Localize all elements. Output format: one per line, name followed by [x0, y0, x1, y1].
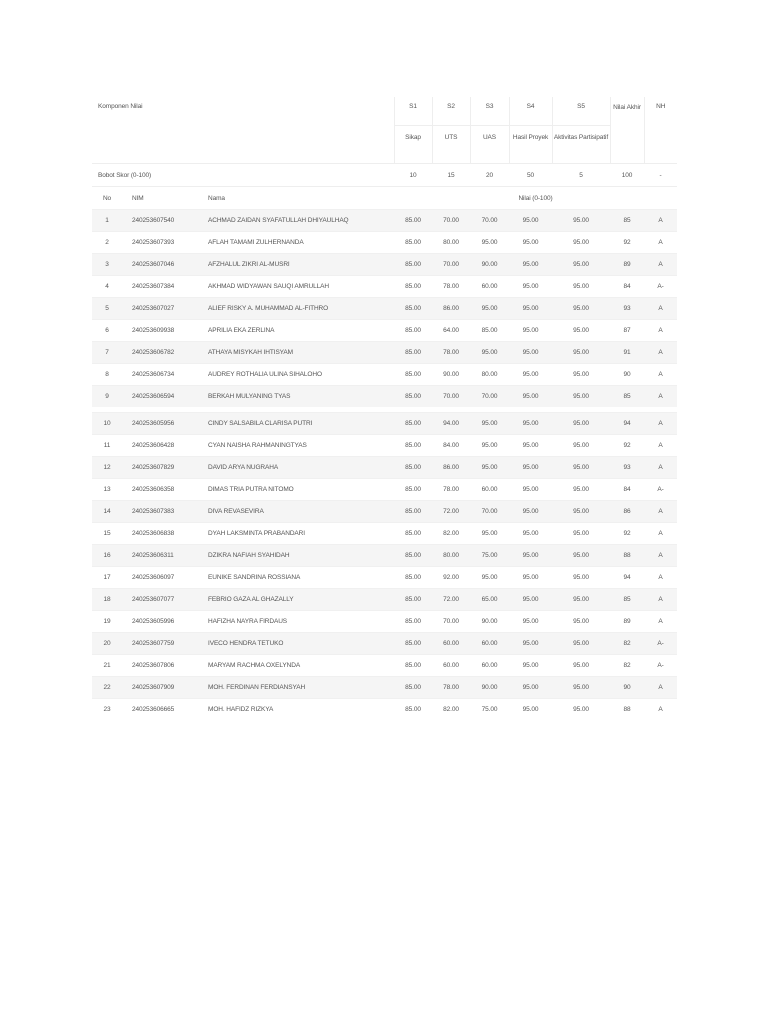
row-number: 5: [92, 298, 122, 320]
nama-cell: AFZHALUL ZIKRI AL-MUSRI: [198, 254, 394, 276]
s5-score: 95.00: [552, 320, 610, 342]
table-row: [92, 232, 677, 254]
nim-cell: 240253606594: [122, 386, 198, 408]
row-number: 18: [92, 589, 122, 611]
s2-score: 80.00: [432, 232, 470, 254]
nh-cell: A: [644, 435, 677, 457]
nh-cell: A: [644, 386, 677, 408]
column-header-row: [92, 187, 677, 210]
s2-score: 72.00: [432, 501, 470, 523]
nilai-akhir-cell: 93: [610, 298, 644, 320]
nim-cell: 240253609938: [122, 320, 198, 342]
s5-score: 95.00: [552, 386, 610, 408]
s2-score: 92.00: [432, 567, 470, 589]
row-number: 17: [92, 567, 122, 589]
nilai-akhir-cell: 82: [610, 655, 644, 677]
row-number: 14: [92, 501, 122, 523]
nilai-akhir-cell: 94: [610, 567, 644, 589]
nim-cell: 240253607759: [122, 633, 198, 655]
s2-score: 90.00: [432, 364, 470, 386]
row-number: 6: [92, 320, 122, 342]
nim-cell: 240253605956: [122, 413, 198, 435]
row-number: 15: [92, 523, 122, 545]
s5-score: 95.00: [552, 611, 610, 633]
row-number: 4: [92, 276, 122, 298]
table-row: [92, 479, 677, 501]
nama-cell: DZIKRA NAFIAH SYAHIDAH: [198, 545, 394, 567]
s5-score: 95.00: [552, 342, 610, 364]
table-row: [92, 567, 677, 589]
s2-score: 78.00: [432, 276, 470, 298]
nama-cell: FEBRIO GAZA AL GHAZALLY: [198, 589, 394, 611]
bobot-nh: -: [644, 164, 677, 187]
nim-cell: 240253607829: [122, 457, 198, 479]
bobot-row: [92, 164, 677, 187]
nilai-akhir-cell: 87: [610, 320, 644, 342]
table-row: [92, 655, 677, 677]
bobot-total: 100: [610, 164, 644, 187]
nama-header: Nama: [198, 187, 394, 210]
table-row: [92, 545, 677, 567]
s3-score: 75.00: [470, 545, 509, 567]
s5-score: 95.00: [552, 567, 610, 589]
s1-score: 85.00: [394, 320, 432, 342]
s1-score: 85.00: [394, 633, 432, 655]
s3-score: 95.00: [470, 342, 509, 364]
s2-name: UTS: [432, 126, 470, 164]
s3-score: 90.00: [470, 677, 509, 699]
s3-score: 95.00: [470, 457, 509, 479]
nh-cell: A: [644, 232, 677, 254]
s5-name: Aktivitas Partisipatif: [552, 126, 610, 164]
s4-score: 95.00: [509, 232, 552, 254]
s2-score: 78.00: [432, 479, 470, 501]
nim-cell: 240253607383: [122, 501, 198, 523]
s3-score: 70.00: [470, 501, 509, 523]
s2-score: 70.00: [432, 611, 470, 633]
table-row: [92, 210, 677, 232]
bobot-s4: 50: [509, 164, 552, 187]
s2-score: 64.00: [432, 320, 470, 342]
nh-cell: A: [644, 254, 677, 276]
table-row: [92, 699, 677, 721]
nh-cell: A: [644, 320, 677, 342]
row-number: 11: [92, 435, 122, 457]
s2-score: 78.00: [432, 677, 470, 699]
nh-cell: A: [644, 677, 677, 699]
nh-cell: A: [644, 457, 677, 479]
s2-score: 60.00: [432, 633, 470, 655]
table-row: [92, 501, 677, 523]
nim-cell: 240253607027: [122, 298, 198, 320]
s5-score: 95.00: [552, 210, 610, 232]
s5-score: 95.00: [552, 254, 610, 276]
nim-cell: 240253607806: [122, 655, 198, 677]
s5-score: 95.00: [552, 523, 610, 545]
s1-code: S1: [394, 97, 432, 126]
grade-table-continued: [92, 412, 677, 720]
nilai-akhir-cell: 84: [610, 479, 644, 501]
table-row: [92, 677, 677, 699]
nama-cell: DIVA REVASEVIRA: [198, 501, 394, 523]
table-row: [92, 254, 677, 276]
s2-code: S2: [432, 97, 470, 126]
row-number: 8: [92, 364, 122, 386]
nim-cell: 240253606428: [122, 435, 198, 457]
nim-cell: 240253607393: [122, 232, 198, 254]
row-number: 9: [92, 386, 122, 408]
nim-cell: 240253606665: [122, 699, 198, 721]
table-row: [92, 276, 677, 298]
s4-score: 95.00: [509, 633, 552, 655]
s2-score: 86.00: [432, 457, 470, 479]
nim-cell: 240253607540: [122, 210, 198, 232]
s3-score: 70.00: [470, 210, 509, 232]
row-number: 12: [92, 457, 122, 479]
s1-name: Sikap: [394, 126, 432, 164]
nh-cell: A: [644, 298, 677, 320]
s3-score: 70.00: [470, 386, 509, 408]
s4-score: 95.00: [509, 567, 552, 589]
s1-score: 85.00: [394, 457, 432, 479]
bobot-s5: 5: [552, 164, 610, 187]
table-row: [92, 435, 677, 457]
s1-score: 85.00: [394, 298, 432, 320]
table-row: [92, 413, 677, 435]
s5-score: 95.00: [552, 457, 610, 479]
s4-score: 95.00: [509, 342, 552, 364]
s3-score: 90.00: [470, 254, 509, 276]
s1-score: 85.00: [394, 435, 432, 457]
nama-cell: EUNIKE SANDRINA ROSSIANA: [198, 567, 394, 589]
nama-cell: DIMAS TRIA PUTRA NITOMO: [198, 479, 394, 501]
s5-score: 95.00: [552, 232, 610, 254]
nama-cell: DAVID ARYA NUGRAHA: [198, 457, 394, 479]
row-number: 22: [92, 677, 122, 699]
s2-score: 70.00: [432, 254, 470, 276]
nilai-akhir-cell: 89: [610, 611, 644, 633]
nama-cell: AUDREY ROTHALIA ULINA SIHALOHO: [198, 364, 394, 386]
s4-score: 95.00: [509, 276, 552, 298]
s3-score: 95.00: [470, 232, 509, 254]
nh-cell: A-: [644, 276, 677, 298]
nh-cell: A-: [644, 655, 677, 677]
nama-cell: CINDY SALSABILA CLARISA PUTRI: [198, 413, 394, 435]
row-number: 3: [92, 254, 122, 276]
nh-cell: A: [644, 545, 677, 567]
s1-score: 85.00: [394, 501, 432, 523]
bobot-s1: 10: [394, 164, 432, 187]
s2-score: 82.00: [432, 699, 470, 721]
grade-sheet: [92, 97, 677, 720]
s4-score: 95.00: [509, 479, 552, 501]
s3-score: 60.00: [470, 479, 509, 501]
s1-score: 85.00: [394, 523, 432, 545]
s3-score: 60.00: [470, 655, 509, 677]
s1-score: 85.00: [394, 655, 432, 677]
s2-score: 80.00: [432, 545, 470, 567]
s1-score: 85.00: [394, 611, 432, 633]
row-number: 2: [92, 232, 122, 254]
no-header: No: [92, 187, 122, 210]
table-row: [92, 320, 677, 342]
s1-score: 85.00: [394, 386, 432, 408]
table-row: [92, 298, 677, 320]
nilai-akhir-cell: 86: [610, 501, 644, 523]
row-number: 20: [92, 633, 122, 655]
nama-cell: MOH. HAFIDZ RIZKYA: [198, 699, 394, 721]
s5-score: 95.00: [552, 364, 610, 386]
s1-score: 85.00: [394, 232, 432, 254]
row-number: 1: [92, 210, 122, 232]
table-row: [92, 457, 677, 479]
nama-cell: AKHMAD WIDYAWAN SAUQI AMRULLAH: [198, 276, 394, 298]
s3-score: 80.00: [470, 364, 509, 386]
nilai-akhir-cell: 90: [610, 677, 644, 699]
s2-score: 72.00: [432, 589, 470, 611]
nh-cell: A-: [644, 633, 677, 655]
s3-score: 60.00: [470, 276, 509, 298]
nilai-akhir-cell: 85: [610, 386, 644, 408]
nilai-akhir-cell: 82: [610, 633, 644, 655]
s1-score: 85.00: [394, 364, 432, 386]
bobot-label: Bobot Skor (0-100): [92, 164, 394, 187]
s5-code: S5: [552, 97, 610, 126]
table-row: [92, 633, 677, 655]
s3-score: 75.00: [470, 699, 509, 721]
s2-score: 84.00: [432, 435, 470, 457]
nim-cell: 240253607384: [122, 276, 198, 298]
nh-cell: A: [644, 567, 677, 589]
bobot-s2: 15: [432, 164, 470, 187]
s4-score: 95.00: [509, 611, 552, 633]
nh-cell: A: [644, 364, 677, 386]
grade-header-table: [92, 97, 677, 407]
table-row: [92, 589, 677, 611]
row-number: 10: [92, 413, 122, 435]
nim-cell: 240253607909: [122, 677, 198, 699]
s3-score: 65.00: [470, 589, 509, 611]
nilai-akhir-cell: 93: [610, 457, 644, 479]
nilai-akhir-header: Nilai Akhir: [610, 97, 644, 164]
nh-cell: A: [644, 501, 677, 523]
row-number: 19: [92, 611, 122, 633]
nilai-akhir-cell: 85: [610, 210, 644, 232]
s1-score: 85.00: [394, 342, 432, 364]
s4-score: 95.00: [509, 523, 552, 545]
nh-cell: A: [644, 210, 677, 232]
s5-score: 95.00: [552, 545, 610, 567]
nama-cell: MARYAM RACHMA OXELYNDA: [198, 655, 394, 677]
nim-cell: 240253606734: [122, 364, 198, 386]
nim-cell: 240253606311: [122, 545, 198, 567]
s1-score: 85.00: [394, 254, 432, 276]
s4-score: 95.00: [509, 320, 552, 342]
s4-score: 95.00: [509, 699, 552, 721]
nim-cell: 240253607046: [122, 254, 198, 276]
s4-score: 95.00: [509, 589, 552, 611]
s5-score: 95.00: [552, 413, 610, 435]
s4-code: S4: [509, 97, 552, 126]
table-row: [92, 364, 677, 386]
s5-score: 95.00: [552, 677, 610, 699]
s3-score: 85.00: [470, 320, 509, 342]
s5-score: 95.00: [552, 655, 610, 677]
nilai-akhir-cell: 92: [610, 523, 644, 545]
s2-score: 70.00: [432, 386, 470, 408]
row-number: 23: [92, 699, 122, 721]
s4-score: 95.00: [509, 501, 552, 523]
s4-score: 95.00: [509, 254, 552, 276]
nim-cell: 240253607077: [122, 589, 198, 611]
komponen-nilai-label: Komponen Nilai: [98, 103, 143, 110]
s3-score: 95.00: [470, 435, 509, 457]
s2-score: 82.00: [432, 523, 470, 545]
s3-score: 95.00: [470, 413, 509, 435]
nim-cell: 240253606097: [122, 567, 198, 589]
s4-name: Hasil Proyek: [509, 126, 552, 164]
nilai-akhir-cell: 92: [610, 435, 644, 457]
nim-cell: 240253606838: [122, 523, 198, 545]
nama-cell: AFLAH TAMAMI ZULHERNANDA: [198, 232, 394, 254]
s5-score: 95.00: [552, 501, 610, 523]
nama-cell: HAFIZHA NAYRA FIRDAUS: [198, 611, 394, 633]
nh-cell: A: [644, 342, 677, 364]
s4-score: 95.00: [509, 655, 552, 677]
nilai-akhir-cell: 88: [610, 545, 644, 567]
nim-cell: 240253606782: [122, 342, 198, 364]
s1-score: 85.00: [394, 589, 432, 611]
s4-score: 95.00: [509, 545, 552, 567]
nim-header: NIM: [122, 187, 198, 210]
nilai-akhir-cell: 88: [610, 699, 644, 721]
s4-score: 95.00: [509, 210, 552, 232]
nilai-akhir-cell: 84: [610, 276, 644, 298]
nim-cell: 240253606358: [122, 479, 198, 501]
table-row: [92, 523, 677, 545]
s2-score: 94.00: [432, 413, 470, 435]
s3-score: 95.00: [470, 567, 509, 589]
nama-cell: CYAN NAISHA RAHMANINGTYAS: [198, 435, 394, 457]
bobot-s3: 20: [470, 164, 509, 187]
nama-cell: BERKAH MULYANING TYAS: [198, 386, 394, 408]
s4-score: 95.00: [509, 364, 552, 386]
nama-cell: ATHAYA MISYKAH IHTISYAM: [198, 342, 394, 364]
nama-cell: DYAH LAKSMINTA PRABANDARI: [198, 523, 394, 545]
nama-cell: ALIEF RISKY A. MUHAMMAD AL-FITHRO: [198, 298, 394, 320]
s4-score: 95.00: [509, 386, 552, 408]
nilai-akhir-cell: 85: [610, 589, 644, 611]
s3-code: S3: [470, 97, 509, 126]
nh-cell: A: [644, 611, 677, 633]
nama-cell: IVECO HENDRA TETUKO: [198, 633, 394, 655]
nh-cell: A: [644, 589, 677, 611]
nh-cell: A-: [644, 479, 677, 501]
s5-score: 95.00: [552, 298, 610, 320]
nilai-akhir-cell: 89: [610, 254, 644, 276]
s1-score: 85.00: [394, 567, 432, 589]
s3-score: 95.00: [470, 298, 509, 320]
s1-score: 85.00: [394, 276, 432, 298]
nilai-akhir-cell: 94: [610, 413, 644, 435]
s5-score: 95.00: [552, 589, 610, 611]
nh-cell: A: [644, 699, 677, 721]
nim-cell: 240253605996: [122, 611, 198, 633]
nilai-akhir-cell: 92: [610, 232, 644, 254]
s5-score: 95.00: [552, 435, 610, 457]
row-number: 16: [92, 545, 122, 567]
s4-score: 95.00: [509, 298, 552, 320]
s1-score: 85.00: [394, 677, 432, 699]
s3-score: 90.00: [470, 611, 509, 633]
nama-cell: MOH. FERDINAN FERDIANSYAH: [198, 677, 394, 699]
row-number: 21: [92, 655, 122, 677]
s5-score: 95.00: [552, 699, 610, 721]
row-number: 13: [92, 479, 122, 501]
s3-score: 60.00: [470, 633, 509, 655]
s4-score: 95.00: [509, 413, 552, 435]
nama-cell: APRILIA EKA ZERLINA: [198, 320, 394, 342]
nilai-range-header: Nilai (0-100): [394, 187, 677, 210]
nilai-akhir-cell: 91: [610, 342, 644, 364]
s1-score: 85.00: [394, 699, 432, 721]
nh-cell: A: [644, 413, 677, 435]
table-row: [92, 611, 677, 633]
s5-score: 95.00: [552, 276, 610, 298]
table-row: [92, 342, 677, 364]
nilai-akhir-cell: 90: [610, 364, 644, 386]
s1-score: 85.00: [394, 479, 432, 501]
s3-score: 95.00: [470, 523, 509, 545]
s2-score: 78.00: [432, 342, 470, 364]
s2-score: 70.00: [432, 210, 470, 232]
s2-score: 60.00: [432, 655, 470, 677]
nh-cell: A: [644, 523, 677, 545]
row-number: 7: [92, 342, 122, 364]
s2-score: 86.00: [432, 298, 470, 320]
s4-score: 95.00: [509, 435, 552, 457]
s5-score: 95.00: [552, 479, 610, 501]
table-row: [92, 386, 677, 408]
s3-name: UAS: [470, 126, 509, 164]
s1-score: 85.00: [394, 545, 432, 567]
s1-score: 85.00: [394, 210, 432, 232]
nama-cell: ACHMAD ZAIDAN SYAFATULLAH DHIYAULHAQ: [198, 210, 394, 232]
s1-score: 85.00: [394, 413, 432, 435]
s5-score: 95.00: [552, 633, 610, 655]
nh-header: NH: [644, 97, 677, 164]
s4-score: 95.00: [509, 677, 552, 699]
s4-score: 95.00: [509, 457, 552, 479]
